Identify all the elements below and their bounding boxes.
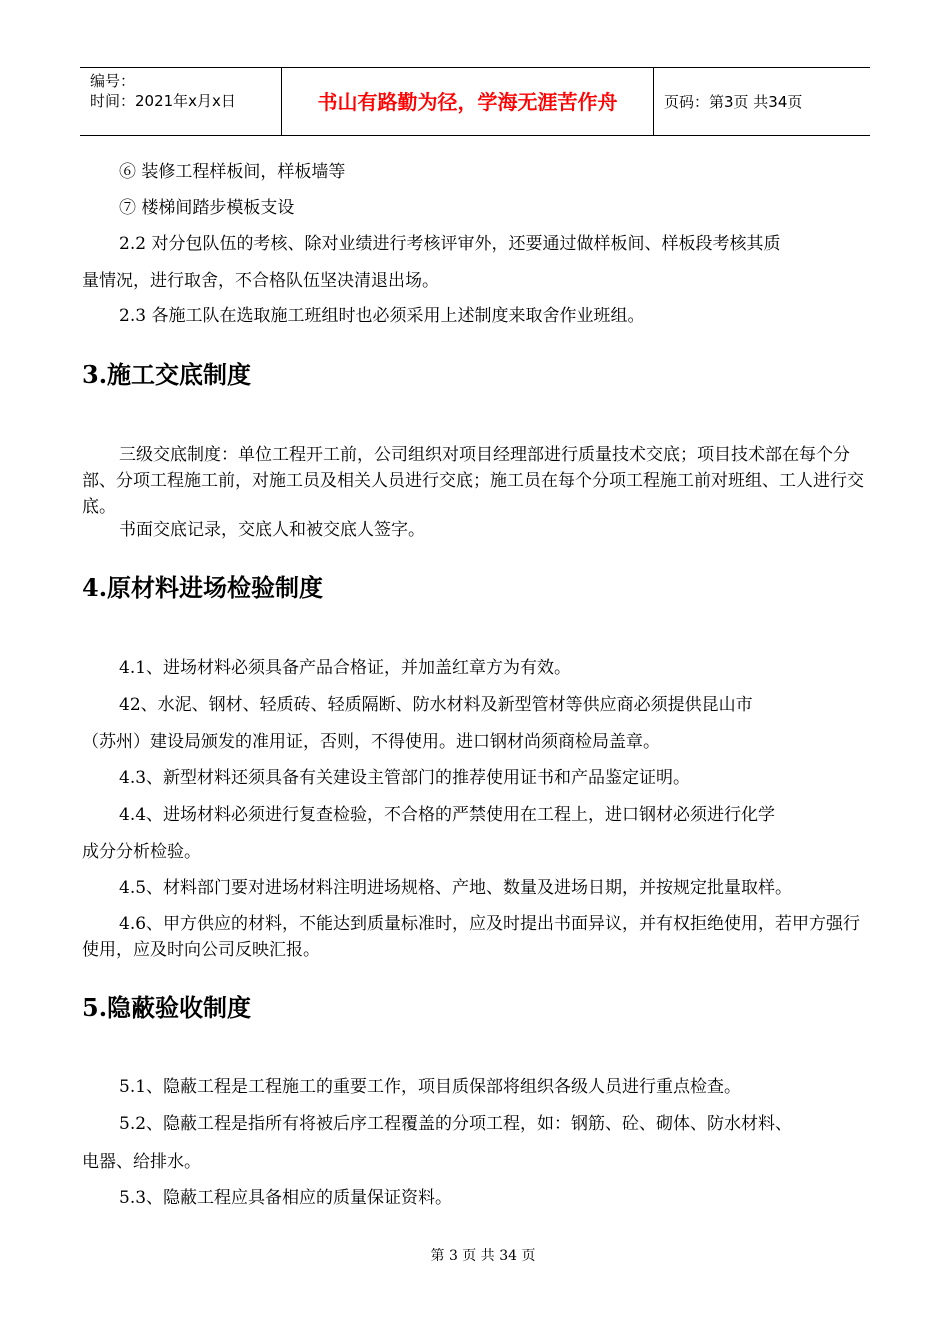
header-motto: 书山有路勤为径，学海无涯苦作舟 <box>282 68 654 135</box>
clause-5-2-line1: 5.2、隐蔽工程是指所有将被后序工程覆盖的分项工程，如：钢筋、砼、砌体、防水材料、 <box>119 1114 793 1134</box>
clause-4-5: 4.5、材料部门要对进场材料注明进场规格、产地、数量及进场日期，并按规定批量取样。 <box>119 878 793 898</box>
section-4-heading: 4.原材料进场检验制度 <box>82 573 324 602</box>
footer-page-number: 第 3 页 共 34 页 <box>430 1248 536 1264</box>
clause-4-3: 4.3、新型材料还须具备有关建设主管部门的推荐使用证书和产品鉴定证明。 <box>119 768 691 788</box>
list-item-6: ⑥ 装修工程样板间，样板墙等 <box>119 162 346 182</box>
clause-4-2-line2: （苏州）建设局颁发的准用证，否则，不得使用。进口钢材尚须商检局盖章。 <box>82 732 660 752</box>
header-page-indicator: 页码：第3页 共34页 <box>664 93 803 111</box>
clause-2-3: 2.3 各施工队在选取施工班组时也必须采用上述制度来取舍作业班组。 <box>119 306 645 326</box>
clause-4-1: 4.1、进场材料必须具备产品合格证，并加盖红章方为有效。 <box>119 658 572 678</box>
clause-4-4-line1: 4.4、进场材料必须进行复查检验，不合格的严禁使用在工程上，进口钢材必须进行化学 <box>119 805 776 825</box>
page-header <box>80 67 870 136</box>
clause-2-2-line1: 2.2 对分包队伍的考核、除对业绩进行考核评审外，还要通过做样板间、样板段考核其质 <box>119 234 781 254</box>
section-3-heading: 3.施工交底制度 <box>82 360 252 389</box>
page-footer <box>0 1247 950 1265</box>
document-number-label: 编号： <box>90 72 136 90</box>
list-item-7: ⑦ 楼梯间踏步模板支设 <box>119 198 295 218</box>
clause-5-2-line2: 电器、给排水。 <box>82 1152 201 1172</box>
section-3-paragraph-2: 书面交底记录，交底人和被交底人签字。 <box>119 520 425 540</box>
document-date-label: 时间：2021年x月x日 <box>90 92 236 110</box>
clause-5-1: 5.1、隐蔽工程是工程施工的重要工作，项目质保部将组织各级人员进行重点检查。 <box>119 1077 742 1097</box>
clause-4-4-line2: 成分分析检验。 <box>82 842 201 862</box>
clause-2-2-line2: 量情况，进行取舍，不合格队伍坚决清退出场。 <box>82 271 439 291</box>
clause-5-3: 5.3、隐蔽工程应具备相应的质量保证资料。 <box>119 1188 453 1208</box>
clause-4-2-line1: 42、水泥、钢材、轻质砖、轻质隔断、防水材料及新型管材等供应商必须提供昆山市 <box>119 695 753 715</box>
header-info-cell <box>80 68 282 135</box>
section-5-heading: 5.隐蔽验收制度 <box>82 993 252 1022</box>
clause-4-6: 4.6、甲方供应的材料，不能达到质量标准时，应及时提出书面异议，并有权拒绝使用，若甲方强行使用，应及时向公司反映汇报。 <box>82 914 861 960</box>
section-3-paragraph-1: 三级交底制度：单位工程开工前，公司组织对项目经理部进行质量技术交底；项目技术部在每个分部、分项工程施工前，对施工员及相关人员进行交底；施工员在每个分项工程施工前对班组、工人进行交底。 <box>82 445 864 517</box>
